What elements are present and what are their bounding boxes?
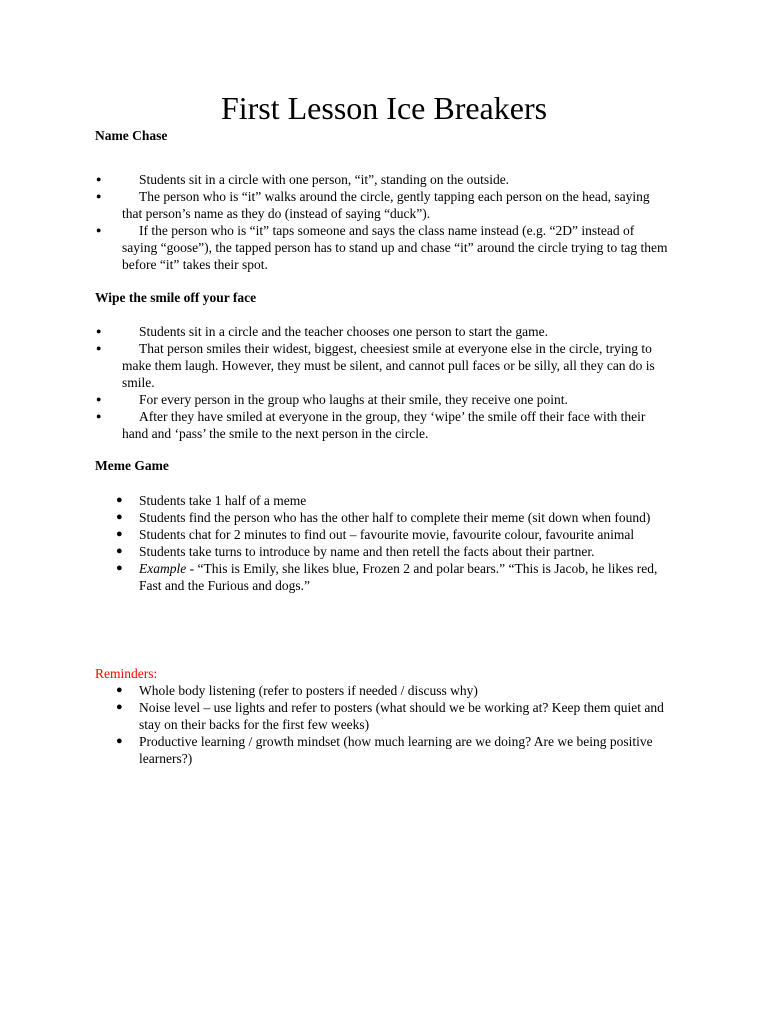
bullet-icon: ● xyxy=(96,326,102,336)
example-text: - “This is Emily, she likes blue, Frozen 2 and polar bears.” “This is Jacob, he likes red, Fast and the Furious and dogs.” xyxy=(139,561,658,593)
list-item: ● Students chat for 2 minutes to find out – favourite movie, favourite colour, favourite animal xyxy=(116,527,635,542)
list-item: ● For every person in the group who laughs at their smile, they receive one point. xyxy=(96,392,568,407)
list-item: ● Students find the person who has the other half to complete their meme (sit down when found) xyxy=(116,510,651,525)
bullet-icon: ● xyxy=(116,562,123,574)
bullet-icon: ● xyxy=(116,735,123,747)
bullet-icon: ● xyxy=(116,684,123,696)
bullet-icon: ● xyxy=(116,701,123,713)
reminders-heading: Reminders: xyxy=(95,666,158,681)
example-label: Example xyxy=(139,561,187,576)
list-item: ● Students take turns to introduce by name and then retell the facts about their partner. xyxy=(116,544,595,559)
list-item: ● Noise level – use lights and refer to posters (what should we be working at? Keep them quiet and stay on their backs for the first few weeks) xyxy=(116,700,664,732)
bullet-icon: ● xyxy=(116,511,123,523)
wipe-smile-list xyxy=(96,323,671,442)
bullet-icon: ● xyxy=(116,528,123,540)
list-item: ● Students take 1 half of a meme xyxy=(116,493,307,508)
name-chase-list xyxy=(96,171,671,273)
bullet-icon: ● xyxy=(116,494,123,506)
bullet-icon: ● xyxy=(96,225,102,235)
bullet-icon: ● xyxy=(96,343,102,353)
reminders-list xyxy=(116,682,681,767)
bullet-icon: ● xyxy=(96,411,102,421)
list-item: ● If the person who is “it” taps someone and says the class name instead (e.g. “2D” instead of saying “goose”), the tapped person has to stand up and chase “it” around the circle trying to tag them before “it” takes their spot. xyxy=(96,223,668,272)
list-item: ● Students sit in a circle and the teacher chooses one person to start the game. xyxy=(96,324,548,339)
bullet-icon: ● xyxy=(96,191,102,201)
list-item: ● Whole body listening (refer to posters if needed / discuss why) xyxy=(116,683,478,698)
meme-game-list xyxy=(116,492,681,594)
section-heading-wipe-the-smile: Wipe the smile off your face xyxy=(95,290,257,305)
list-item: ● That person smiles their widest, biggest, cheesiest smile at everyone else in the circle, trying to make them laugh. However, they must be silent, and cannot pull faces or be silly, all they can do is smile. xyxy=(96,341,655,390)
bullet-icon: ● xyxy=(96,174,102,184)
section-heading-meme-game: Meme Game xyxy=(95,458,169,473)
list-item: ● Students sit in a circle with one person, “it”, standing on the outside. xyxy=(96,172,510,187)
list-item-example xyxy=(116,560,681,594)
list-item: ● After they have smiled at everyone in the group, they ‘wipe’ the smile off their face with their hand and ‘pass’ the smile to the next person in the circle. xyxy=(96,409,646,441)
list-item: ● The person who is “it” walks around the circle, gently tapping each person on the head, saying that person’s name as they do (instead of saying “duck”). xyxy=(96,189,650,221)
bullet-icon: ● xyxy=(96,394,102,404)
section-heading-name-chase: Name Chase xyxy=(95,128,168,143)
list-item: ● Productive learning / growth mindset (how much learning are we doing? Are we being positive learners?) xyxy=(116,734,653,766)
document-title: First Lesson Ice Breakers xyxy=(220,90,548,126)
bullet-icon: ● xyxy=(116,545,123,557)
